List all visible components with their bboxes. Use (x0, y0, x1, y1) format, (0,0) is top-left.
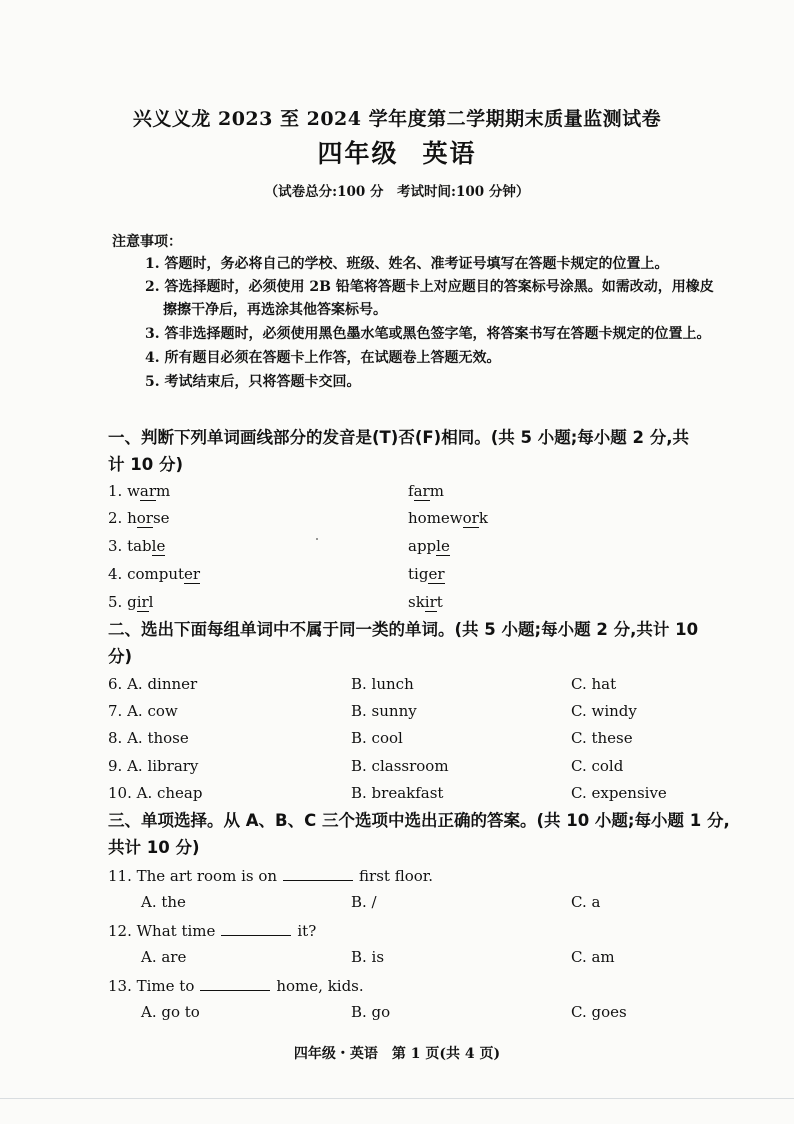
option-a: A. the (141, 893, 186, 911)
notice-item: 2. 答选择题时，必须使用 2B 铅笔将答题卡上对应题目的答案标号涂黑。如需改动，用橡皮 (145, 279, 714, 295)
section-heading-line: 分) (108, 647, 133, 666)
option-b: B. go (351, 1003, 391, 1021)
subject-label: 英语 (422, 139, 477, 168)
section-heading-line: 一、判断下列单词画线部分的发音是(T)否(F)相同。(共 5 小题;每小题 2 分,共 (108, 428, 690, 447)
answer-blank (221, 921, 291, 936)
notice-item: 5. 考试结束后，只将答题卡交回。 (145, 374, 361, 390)
question-row (108, 482, 768, 508)
option-b: B. is (351, 948, 385, 966)
notice-heading: 注意事项： (112, 234, 182, 250)
question-row (108, 675, 768, 701)
answer-blank (283, 866, 353, 881)
page-footer: 四年级・英语 第 1 页(共 4 页) (293, 1046, 501, 1062)
section-heading-line: 二、选出下面每组单词中不属于同一类的单词。(共 5 小题;每小题 2 分,共计 10 (108, 620, 699, 639)
option-a: 8. A. those (108, 729, 189, 747)
question-row (108, 565, 768, 591)
exam-subtitle (0, 134, 794, 170)
option-b: B. classroom (351, 757, 449, 775)
question-text: 13. Time to home, kids. (108, 977, 364, 995)
option-c: C. am (571, 948, 615, 966)
options-row (108, 893, 768, 919)
question-stem (108, 976, 768, 1002)
option-a: 6. A. dinner (108, 675, 198, 693)
option-b: B. cool (351, 729, 403, 747)
option-b: B. / (351, 893, 377, 911)
notice-item: 4. 所有题目必须在答题卡上作答，在试题卷上答题无效。 (145, 350, 501, 366)
option-c: C. hat (571, 675, 617, 693)
notice-item: 擦擦干净后，再选涂其他答案标号。 (163, 302, 387, 318)
option-b: B. breakfast (351, 784, 444, 802)
word-a: 4. computer (108, 565, 201, 583)
section-heading-line: 三、单项选择。从 A、B、C 三个选项中选出正确的答案。(共 10 小题;每小题 1 分, (108, 811, 730, 830)
word-b: farm (408, 482, 444, 500)
option-a: A. are (141, 948, 187, 966)
option-c: C. these (571, 729, 633, 747)
notice-item: 1. 答题时，务必将自己的学校、班级、姓名、准考证号填写在答题卡规定的位置上。 (145, 256, 669, 272)
question-row (108, 702, 768, 728)
option-a: 10. A. cheap (108, 784, 203, 802)
section-heading-line: 共计 10 分) (108, 838, 200, 857)
question-row (108, 537, 768, 563)
notice-item: 3. 答非选择题时，必须使用黑色墨水笔或黑色签字笔，将答案书写在答题卡规定的位置上。 (145, 326, 711, 342)
option-b: B. lunch (351, 675, 414, 693)
section-3-heading (108, 807, 758, 861)
option-a: 9. A. library (108, 757, 199, 775)
answer-blank (200, 976, 270, 991)
section-heading-line: 计 10 分) (108, 455, 183, 474)
word-b: skirt (408, 593, 443, 611)
section-1-heading (108, 424, 758, 478)
word-b: apple (408, 537, 450, 555)
option-c: C. goes (571, 1003, 627, 1021)
option-b: B. sunny (351, 702, 417, 720)
question-text: 11. The art room is on first floor. (108, 867, 434, 885)
page-edge-line (0, 1098, 794, 1099)
question-stem (108, 866, 768, 892)
question-text: 12. What time it? (108, 922, 317, 940)
options-row (108, 948, 768, 974)
question-row (108, 729, 768, 755)
question-row (108, 757, 768, 783)
exam-info: （试卷总分:100 分 考试时间:100 分钟） (264, 184, 530, 200)
options-row (108, 1003, 768, 1029)
option-c: C. cold (571, 757, 624, 775)
option-c: C. a (571, 893, 601, 911)
word-b: homework (408, 509, 488, 527)
grade-label: 四年级 (317, 139, 399, 168)
word-a: 5. girl (108, 593, 154, 611)
word-a: 2. horse (108, 509, 170, 527)
question-stem (108, 921, 768, 947)
word-b: tiger (408, 565, 445, 583)
scan-speck (316, 538, 318, 540)
option-c: C. windy (571, 702, 637, 720)
option-a: A. go to (141, 1003, 200, 1021)
question-row (108, 509, 768, 535)
exam-title: 兴义义龙 2023 至 2024 学年度第二学期期末质量监测试卷 (132, 108, 662, 130)
option-a: 7. A. cow (108, 702, 178, 720)
option-c: C. expensive (571, 784, 667, 802)
word-a: 1. warm (108, 482, 171, 500)
section-2-heading (108, 616, 758, 670)
word-a: 3. table (108, 537, 166, 555)
